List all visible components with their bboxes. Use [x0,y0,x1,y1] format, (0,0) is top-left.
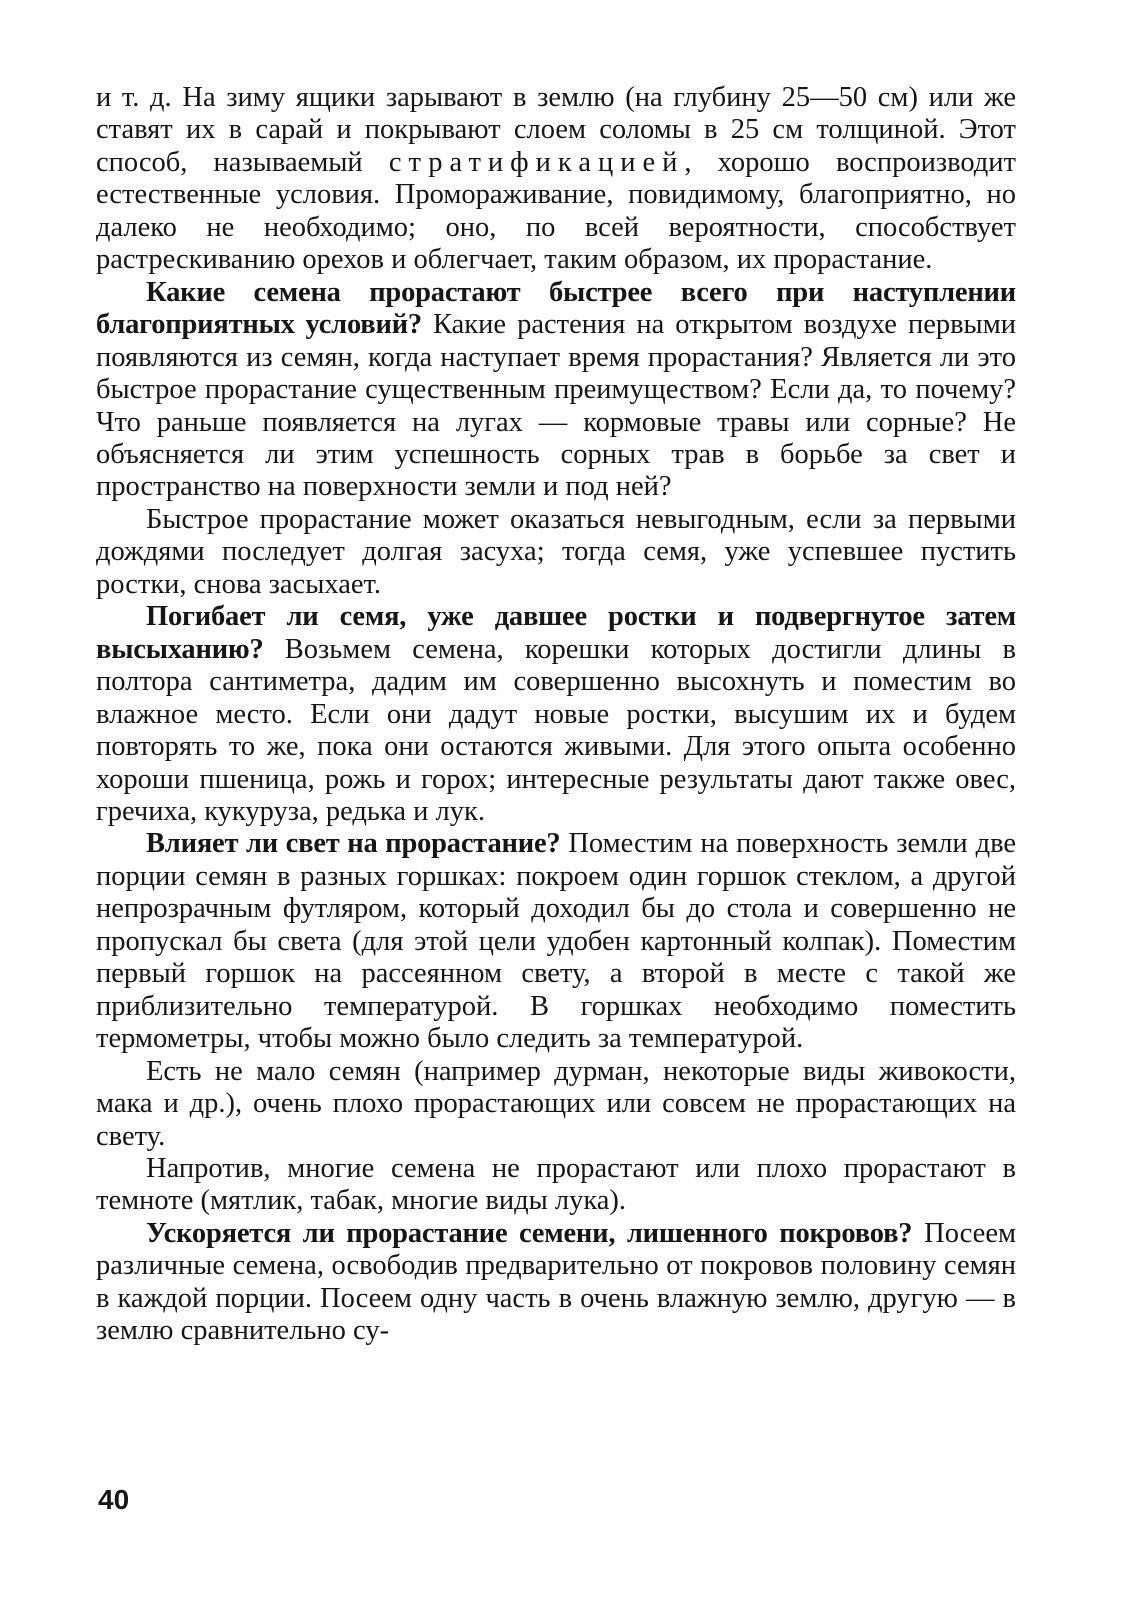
question-heading: Влияет ли свет на прорастание? [146,828,561,860]
question-heading: Погибает ли семя, уже давшее ростки и подвергнутое затем высыханию? [96,601,1016,665]
paragraph-text: Поместим на поверхность земли две порции семян в разных горшках: покроем один горшок стеклом, а другой непрозрачным футляром, который доходил бы до стола и совершенно не пропускал бы света (для этой цели удобен картонный колпак). Поместим первый горшок на рассеянном свету, а второй в месте с такой же приблизительно температурой. В горшках необходимо поместить термометры, чтобы можно было следить за температурой. [96,828,1017,1055]
page-number: 40 [98,1484,130,1515]
paragraph-text: и т. д. На зиму ящики зарывают в землю (на глубину 25—50 см) или же ставят их в сарай и покрывают слоем соломы в 25 см толщиной. Этот способ, называемый [96,82,1016,178]
question-heading: Какие семена прорастают быстрее всего при наступлении благоприятных условий? [96,276,1016,341]
paragraph-light-influence [96,828,1016,1055]
paragraph-dark-inhibited [96,1153,1016,1218]
paragraph-text: Возьмем семена, корешки которых достигли длины в полтора сантиметра, дадим им совершенно высохнуть и поместим во влажное место. Если они дадут новые ростки, высушим их и будем повторять то же, пока они остаются живыми. Для этого опыта особенно хороши пшеница, рожь и горох; интересные результаты дают также овес, гречиха, кукуруза, редька и лук. [96,633,1016,827]
paragraph-text: Есть не мало семян (например дурман, некоторые виды живокости, мака и др.), очень плохо прорастающих или совсем не прорастающих на свету. [96,1055,1016,1152]
paragraph-drying-seed [96,601,1016,828]
paragraph-drought [96,504,1016,601]
paragraph-fast-germination [96,277,1016,504]
book-page [96,82,1016,1348]
paragraph-text: , хорошо воспроизводит естественные условия. Промораживание, повидимому, благоприятно, но далеко не необходимо; оно, по всей вероятности, способствует растрескиванию орехов и облегчает, таким образом, их прорастание. [96,146,1016,276]
question-heading: Ускоряется ли прорастание семени, лишенного покровов? [146,1217,913,1249]
paragraph-text: Напротив, многие семена не прорастают или плохо прорастают в темноте (мятлик, табак, многие виды лука). [96,1152,1016,1217]
paragraph-text: Посеем различные семена, освободив предварительно от покровов половину семян в каждой порции. Посеем одну часть в очень влажную землю, другую — в землю сравнительно су- [96,1217,1016,1347]
paragraph-seed-coat [96,1218,1016,1348]
emphasized-term: стратификацией [388,146,685,178]
paragraph-light-inhibited [96,1056,1016,1153]
paragraph-text: Быстрое прорастание может оказаться невыгодным, если за первыми дождями последует долгая засуха; тогда семя, уже успевшее пустить ростки, снова засыхает. [96,503,1016,600]
paragraph-text: Какие растения на открытом воздухе первыми появляются из семян, когда наступает время прорастания? Является ли это быстрое прорастание существенным преимуществом? Если да, то почему? Что раньше появляется на лугах — кормовые травы или сорные? Не объясняется ли этим успешность сорных трав в борьбе за свет и пространство на поверхности земли и под ней? [96,309,1016,503]
paragraph-stratification [96,82,1016,277]
